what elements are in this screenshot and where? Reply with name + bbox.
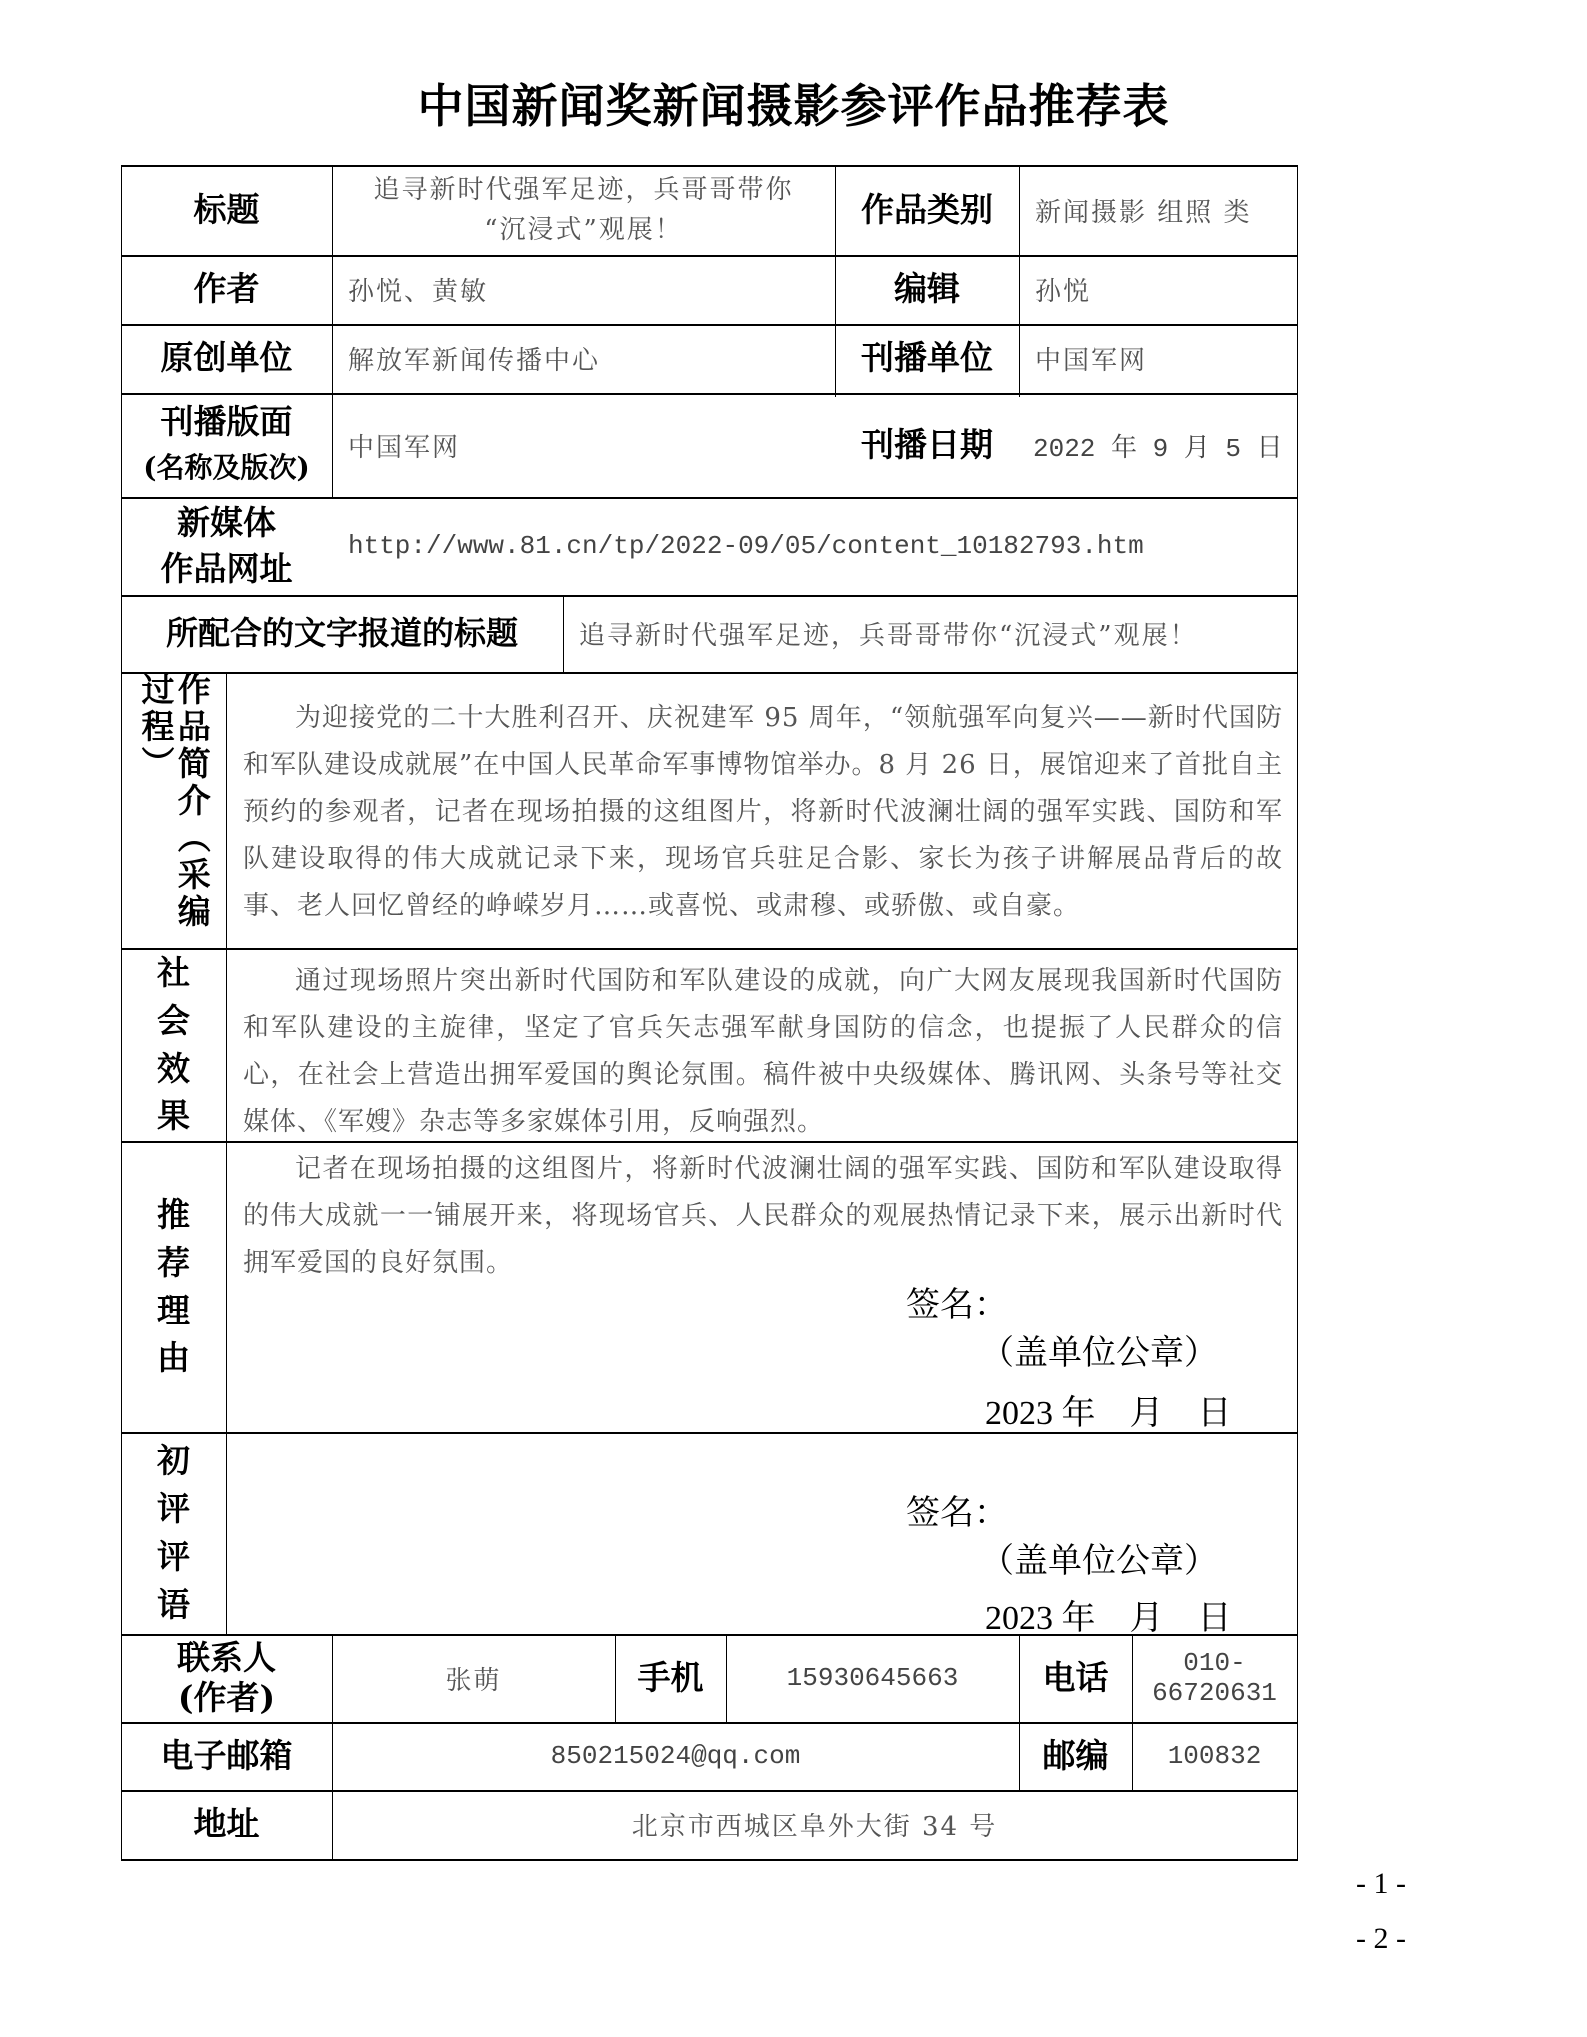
contact-label <box>121 1634 332 1722</box>
layout-value[interactable]: 中国军网 <box>348 432 461 463</box>
effect-label-char: 会 <box>157 1000 190 1040</box>
contact-label-line2: (作者) <box>177 1678 276 1717</box>
matched-title-label: 所配合的文字报道的标题 <box>165 614 518 653</box>
review-label-char: 评 <box>157 1537 190 1576</box>
review-label-char: 初 <box>157 1441 190 1481</box>
intro-text[interactable]: 为迎接党的二十大胜利召开、庆祝建军 95 周年，“领航强军向复兴——新时代国防和军队建设成就展”在中国人民革命军事博物馆举办。8 月 26 日，展馆迎来了首批自主预约的参观者，记者在现场拍摄的这组图片，将新时代波澜壮阔的强军实践、国防和军队建设取得的伟大成就记录下来，现场官兵驻足合影、家长为孩子讲解展品背后的故事、老人回忆曾经的峥嵘岁月……或喜悦、或肃穆、或骄傲、或自豪。 <box>243 703 1283 921</box>
intro-label: 作品简介（采编过程） <box>136 672 212 931</box>
effect-label-char: 社 <box>157 952 190 992</box>
contact-value[interactable]: 张萌 <box>445 1665 502 1696</box>
effect-label <box>121 948 226 1141</box>
reason-label-char: 由 <box>157 1338 190 1378</box>
origin-unit-value[interactable]: 解放军新闻传播中心 <box>348 346 601 376</box>
category-value[interactable]: 新闻摄影 组照 类 <box>1035 197 1252 228</box>
url-value[interactable]: http://www.81.cn/tp/2022-09/05/content_10182793.htm <box>348 531 1144 561</box>
review-text[interactable] <box>243 1440 1283 1500</box>
email-value[interactable]: 850215024@qq.com <box>550 1741 801 1771</box>
review-label-char: 评 <box>157 1489 190 1529</box>
category-label: 作品类别 <box>861 189 993 229</box>
address-value[interactable]: 北京市西城区阜外大街 34 号 <box>631 1812 998 1842</box>
document-title: 中国新闻奖新闻摄影参评作品推荐表 <box>417 79 1170 133</box>
page-number: - 1 - <box>1356 1867 1406 1900</box>
reason-sign-label: 签名： <box>906 1287 1008 1324</box>
address-label: 地址 <box>193 1804 260 1844</box>
email-label: 电子邮箱 <box>160 1735 293 1775</box>
editor-label: 编辑 <box>894 269 960 309</box>
table-border-right <box>1297 165 1298 1860</box>
review-sign-label: 签名： <box>906 1495 1008 1532</box>
mobile-label: 手机 <box>637 1657 704 1697</box>
review-date-label: 2023 年 月 日 <box>985 1600 1232 1637</box>
publish-unit-value[interactable]: 中国军网 <box>1035 346 1148 376</box>
reason-label-char: 荐 <box>157 1242 190 1282</box>
layout-label-line2: (名称及版次) <box>143 451 310 484</box>
url-label-line1: 新媒体 <box>177 503 276 542</box>
effect-label-char: 效 <box>157 1048 190 1088</box>
author-label: 作者 <box>193 269 260 309</box>
reason-label <box>121 1141 226 1432</box>
reason-label-char: 理 <box>157 1290 190 1330</box>
page-number: - 2 - <box>1356 1922 1406 1955</box>
title-value-line1: 追寻新时代强军足迹，兵哥哥带你 <box>373 175 794 205</box>
title-value-line2: “沉浸式”观展！ <box>484 215 683 245</box>
col-divider <box>226 672 227 1634</box>
effect-text[interactable]: 通过现场照片突出新时代国防和军队建设的成就，向广大网友展现我国新时代国防和军队建设的主旋律，坚定了官兵矢志强军献身国防的信念，也提振了人民群众的信心，在社会上营造出拥军爱国的舆论氛围。稿件被中央级媒体、腾讯网、头条号等社交媒体、《军嫂》杂志等多家媒体引用，反响强烈。 <box>243 966 1283 1137</box>
publish-date-label: 刊播日期 <box>861 424 993 464</box>
row-divider <box>121 948 1298 950</box>
effect-label-char: 果 <box>157 1096 190 1136</box>
phone-label: 电话 <box>1042 1657 1109 1697</box>
mobile-value[interactable]: 15930645663 <box>786 1663 959 1693</box>
reason-date-label: 2023 年 月 日 <box>985 1395 1232 1432</box>
review-seal-label: （盖单位公章） <box>980 1543 1218 1580</box>
layout-label <box>121 393 332 497</box>
publish-unit-label: 刊播单位 <box>861 338 993 378</box>
matched-title-value[interactable]: 追寻新时代强军足迹，兵哥哥带你“沉浸式”观展！ <box>579 621 1198 651</box>
review-label-char: 语 <box>157 1584 190 1624</box>
author-value[interactable]: 孙悦、黄敏 <box>348 277 489 307</box>
layout-label-line1: 刊播版面 <box>160 402 293 441</box>
row-divider <box>121 672 1298 674</box>
review-label <box>121 1432 226 1634</box>
origin-unit-label: 原创单位 <box>160 338 293 378</box>
postcode-value[interactable]: 100832 <box>1167 1741 1262 1771</box>
reason-seal-label: （盖单位公章） <box>980 1335 1218 1372</box>
postcode-label: 邮编 <box>1042 1735 1109 1775</box>
phone-value[interactable]: 010-66720631 <box>1152 1648 1277 1708</box>
title-label: 标题 <box>193 189 260 229</box>
editor-value[interactable]: 孙悦 <box>1035 277 1092 307</box>
table-border-bottom <box>121 1859 1298 1861</box>
publish-date-value[interactable]: 2022 年 9 月 5 日 <box>1033 433 1283 464</box>
reason-label-char: 推 <box>157 1194 190 1234</box>
url-label-line2: 作品网址 <box>160 549 293 588</box>
title-value[interactable] <box>332 165 835 255</box>
contact-label-line1: 联系人 <box>177 1638 276 1677</box>
reason-text[interactable]: 记者在现场拍摄的这组图片，将新时代波澜壮阔的强军实践、国防和军队建设取得的伟大成就一一铺展开来，将现场官兵、人民群众的观展热情记录下来，展示出新时代拥军爱国的良好氛围。 <box>243 1154 1283 1278</box>
url-label <box>121 497 332 595</box>
